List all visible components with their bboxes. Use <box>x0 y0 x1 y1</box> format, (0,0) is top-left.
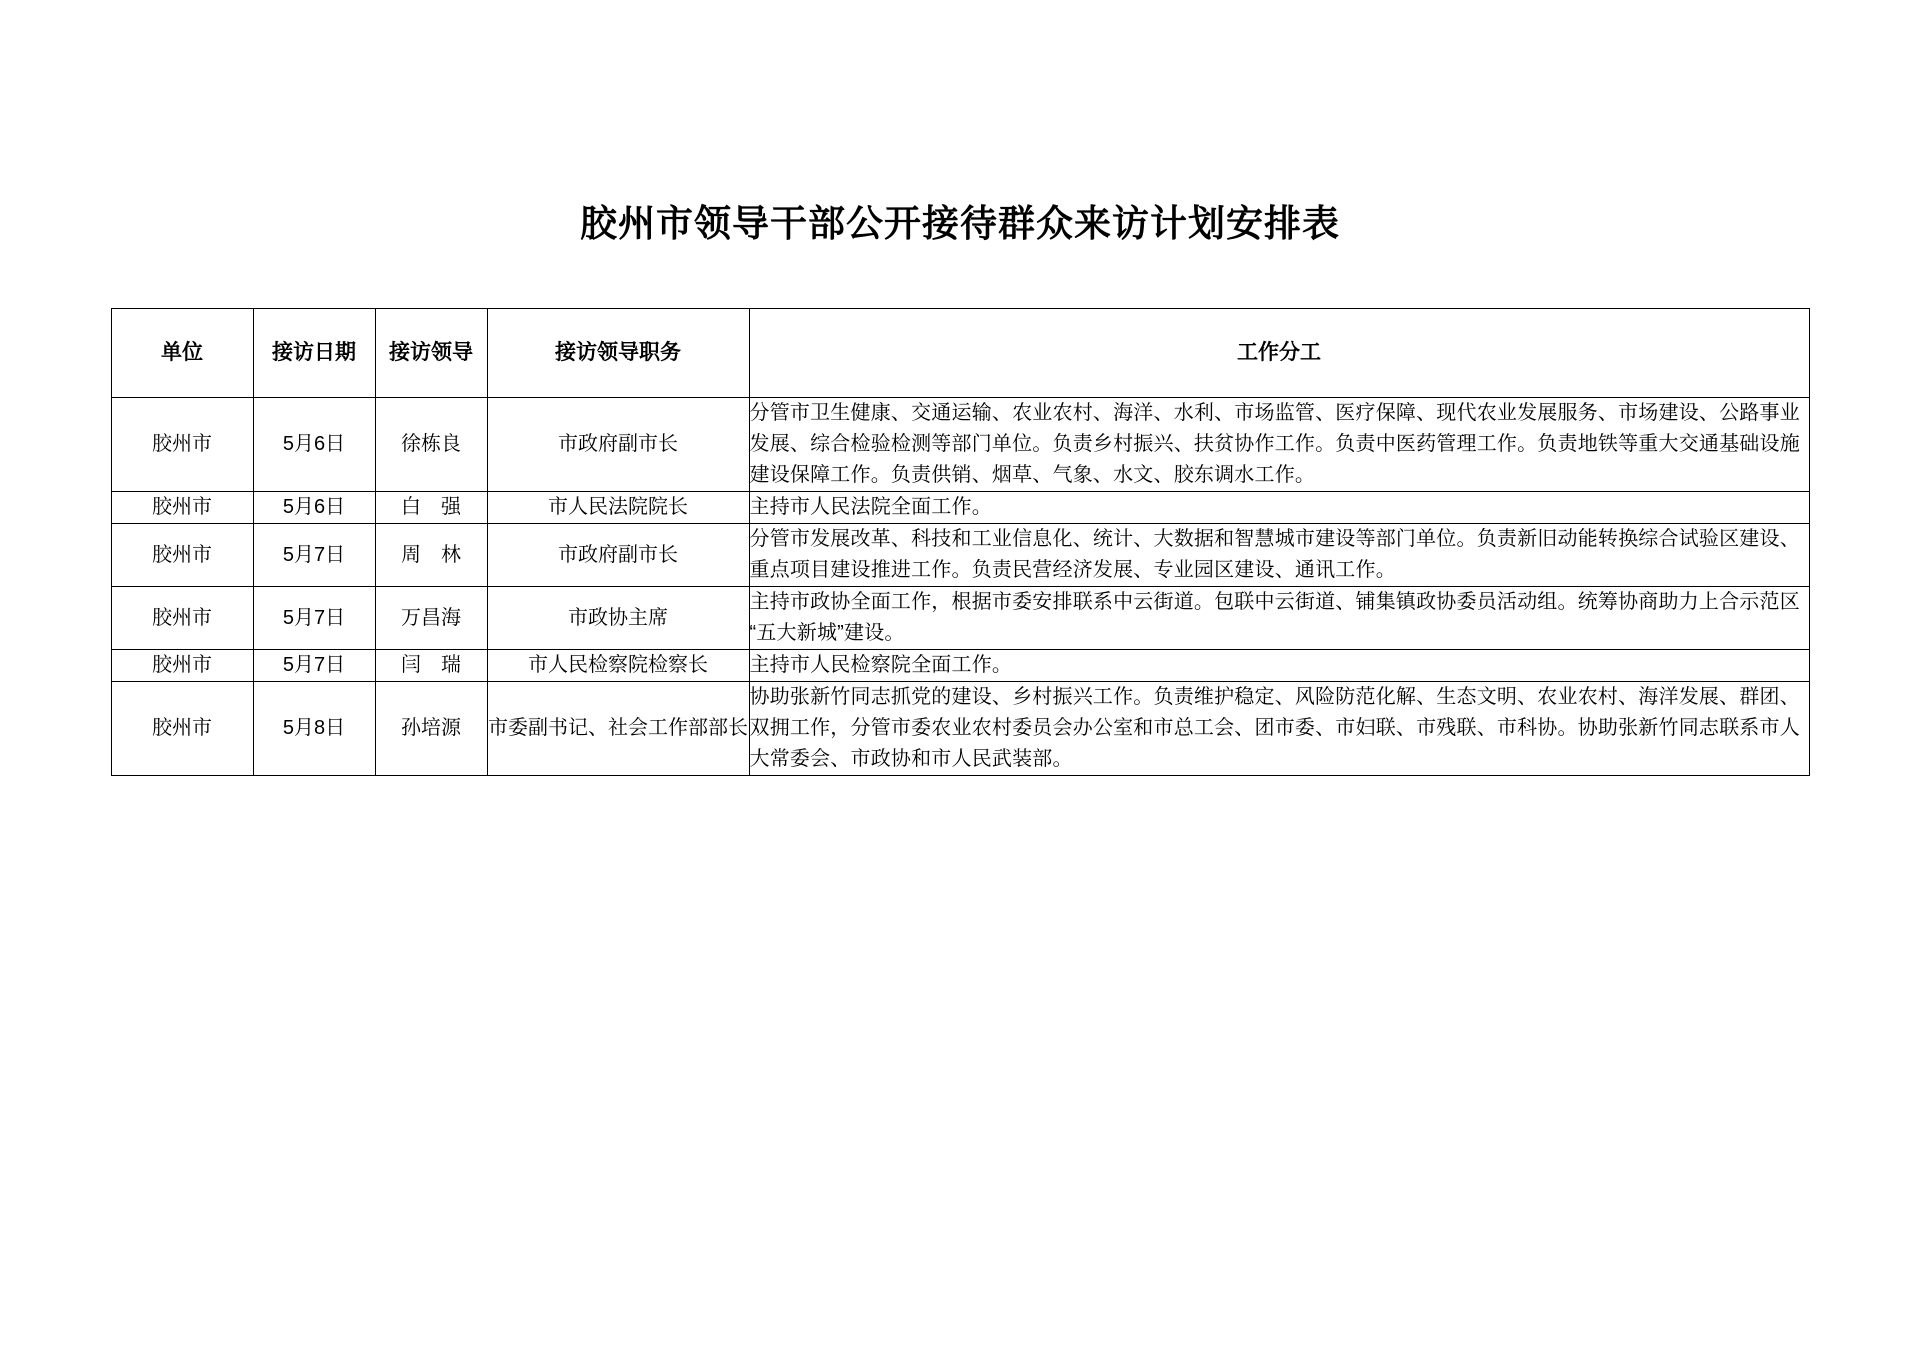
plan-table-container <box>110 246 1810 776</box>
cell-duty: 分管市发展改革、科技和工业信息化、统计、大数据和智慧城市建设等部门单位。负责新旧动能转换综合试验区建设、重点项目建设推进工作。负责民营经济发展、专业园区建设、通讯工作。 <box>749 524 1809 587</box>
cell-post: 市委副书记、社会工作部部长 <box>487 682 749 776</box>
cell-post: 市政府副市长 <box>487 524 749 587</box>
cell-duty: 主持市人民检察院全面工作。 <box>749 650 1809 682</box>
cell-leader: 周 林 <box>375 524 487 587</box>
cell-unit: 胶州市 <box>111 524 253 587</box>
plan-table <box>111 308 1810 776</box>
cell-leader: 白 强 <box>375 492 487 524</box>
cell-duty: 分管市卫生健康、交通运输、农业农村、海洋、水利、市场监管、医疗保障、现代农业发展服务、市场建设、公路事业发展、综合检验检测等部门单位。负责乡村振兴、扶贫协作工作。负责中医药管理工作。负责地铁等重大交通基础设施建设保障工作。负责供销、烟草、气象、水文、胶东调水工作。 <box>749 398 1809 492</box>
cell-duty: 主持市政协全面工作，根据市委安排联系中云街道。包联中云街道、铺集镇政协委员活动组。统筹协商助力上合示范区“五大新城”建设。 <box>749 587 1809 650</box>
page-title: 胶州市领导干部公开接待群众来访计划安排表 <box>580 203 1340 244</box>
cell-duty: 主持市人民法院全面工作。 <box>749 492 1809 524</box>
cell-date: 5月7日 <box>253 524 375 587</box>
table-row <box>111 524 1809 587</box>
cell-post: 市政协主席 <box>487 587 749 650</box>
cell-post: 市人民法院院长 <box>487 492 749 524</box>
column-header-duty: 工作分工 <box>749 309 1809 398</box>
cell-unit: 胶州市 <box>111 650 253 682</box>
table-row <box>111 398 1809 492</box>
column-header-unit: 单位 <box>111 309 253 398</box>
cell-unit: 胶州市 <box>111 398 253 492</box>
cell-leader: 孙培源 <box>375 682 487 776</box>
cell-leader: 徐栋良 <box>375 398 487 492</box>
cell-unit: 胶州市 <box>111 492 253 524</box>
cell-leader: 闫 瑞 <box>375 650 487 682</box>
table-row <box>111 650 1809 682</box>
cell-date: 5月6日 <box>253 398 375 492</box>
cell-post: 市政府副市长 <box>487 398 749 492</box>
column-header-date: 接访日期 <box>253 309 375 398</box>
cell-leader: 万昌海 <box>375 587 487 650</box>
cell-duty: 协助张新竹同志抓党的建设、乡村振兴工作。负责维护稳定、风险防范化解、生态文明、农业农村、海洋发展、群团、双拥工作，分管市委农业农村委员会办公室和市总工会、团市委、市妇联、市残联、市科协。协助张新竹同志联系市人大常委会、市政协和市人民武装部。 <box>749 682 1809 776</box>
table-header <box>111 309 1809 398</box>
cell-date: 5月7日 <box>253 650 375 682</box>
cell-post: 市人民检察院检察长 <box>487 650 749 682</box>
table-body <box>111 398 1809 776</box>
table-header-row <box>111 309 1809 398</box>
cell-unit: 胶州市 <box>111 587 253 650</box>
table-row <box>111 682 1809 776</box>
table-row <box>111 587 1809 650</box>
column-header-post: 接访领导职务 <box>487 309 749 398</box>
column-header-leader: 接访领导 <box>375 309 487 398</box>
cell-date: 5月6日 <box>253 492 375 524</box>
cell-date: 5月7日 <box>253 587 375 650</box>
cell-date: 5月8日 <box>253 682 375 776</box>
cell-unit: 胶州市 <box>111 682 253 776</box>
table-row <box>111 492 1809 524</box>
